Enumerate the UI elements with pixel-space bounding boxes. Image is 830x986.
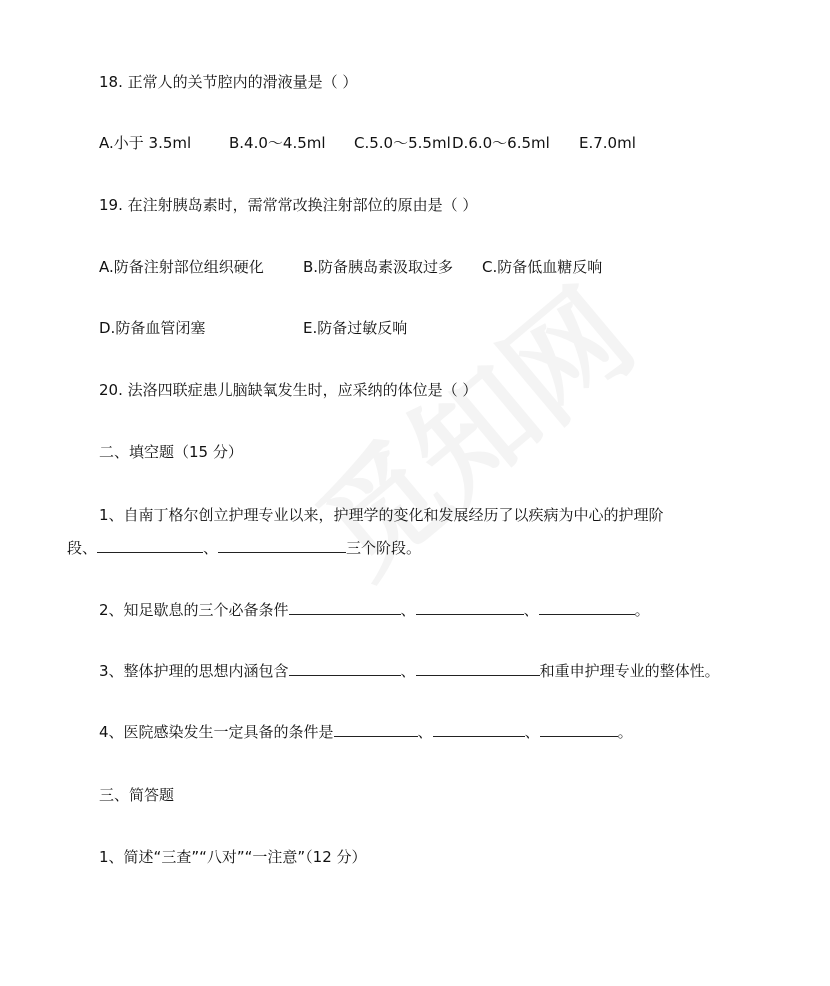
fill-blank[interactable] (416, 661, 540, 676)
fill-separator: 、 (400, 662, 416, 680)
fill-separator: 、 (400, 601, 416, 619)
fill-item-1-line1: 1、自南丁格尔创立护理专业以来，护理学的变化和发展经历了以疾病为中心的护理阶 (99, 506, 664, 524)
q18-option-c: C.5.0～5.5ml (354, 134, 451, 152)
fill-item-4-prefix: 4、医院感染发生一定具备的条件是 (99, 723, 334, 741)
q18-option-b: B.4.0～4.5ml (229, 134, 326, 152)
fill-separator: 、 (417, 723, 433, 741)
fill-separator: 、 (523, 601, 539, 619)
fill-blank[interactable] (540, 722, 618, 737)
fill-blank[interactable] (289, 600, 401, 615)
fill-item-3-suffix: 和重申护理专业的整体性。 (539, 662, 720, 680)
q19-option-e: E.防备过敏反响 (303, 319, 408, 337)
fill-item-2-prefix: 2、知足歇息的三个必备条件 (99, 601, 289, 619)
fill-item-1-prefix: 段、 (67, 539, 98, 557)
fill-item-2-suffix: 。 (634, 601, 650, 619)
short-answer-item-1: 1、简述“三查”“八对”“一注意”（12 分） (99, 848, 367, 866)
fill-item-2 (99, 600, 650, 620)
fill-item-3 (99, 661, 720, 681)
q19-option-a: A.防备注射部位组织硬化 (99, 258, 264, 276)
fill-blank[interactable] (289, 661, 401, 676)
section-3-title: 三、简答题 (99, 786, 175, 804)
q18-option-e: E.7.0ml (579, 134, 636, 152)
fill-item-1-line2 (67, 538, 421, 558)
q18-option-d: D.6.0～6.5ml (452, 134, 550, 152)
q18-option-a: A.小于 3.5ml (99, 134, 192, 152)
fill-blank[interactable] (433, 722, 525, 737)
fill-item-4 (99, 722, 633, 742)
fill-separator: 、 (203, 539, 219, 557)
q19-option-d: D.防备血管闭塞 (99, 319, 206, 337)
question-19-stem: 19. 在注射胰岛素时，需常常改换注射部位的原由是（ ） (99, 196, 478, 214)
question-18-stem: 18. 正常人的关节腔内的滑液量是（ ） (99, 73, 358, 91)
fill-blank[interactable] (416, 600, 524, 615)
fill-separator: 、 (524, 723, 540, 741)
fill-blank[interactable] (334, 722, 418, 737)
fill-item-4-suffix: 。 (617, 723, 633, 741)
fill-blank[interactable] (539, 600, 635, 615)
fill-item-3-prefix: 3、整体护理的思想内涵包含 (99, 662, 289, 680)
section-2-title: 二、填空题（15 分） (99, 443, 243, 461)
q19-option-b: B.防备胰岛素汲取过多 (303, 258, 454, 276)
fill-blank[interactable] (97, 538, 203, 553)
fill-item-1-suffix: 三个阶段。 (346, 539, 422, 557)
fill-blank[interactable] (218, 538, 346, 553)
q19-option-c: C.防备低血糖反响 (482, 258, 603, 276)
question-20-stem: 20. 法洛四联症患儿脑缺氧发生时，应采纳的体位是（ ） (99, 381, 478, 399)
